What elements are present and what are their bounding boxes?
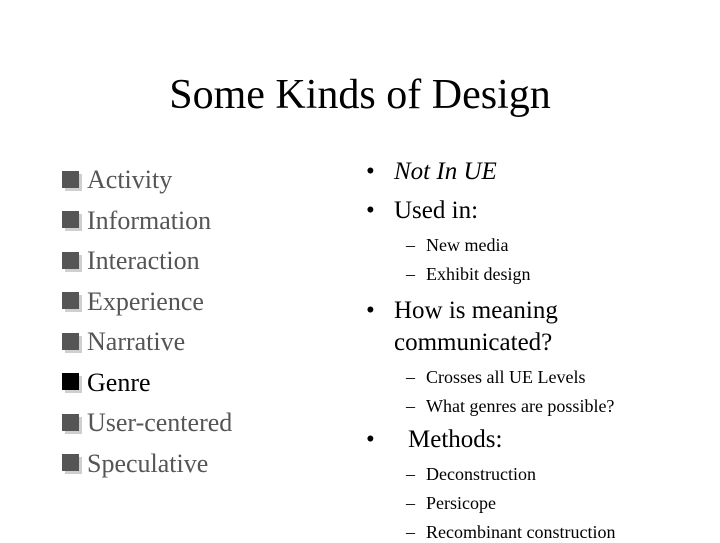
list-item-information [62, 201, 232, 242]
dash-icon: – [406, 522, 415, 542]
list-item-label: Interaction [87, 246, 200, 276]
list-item-label: Speculative [87, 448, 209, 478]
list-item-user-centered [62, 403, 232, 444]
bullet-icon: • [366, 197, 375, 224]
dash-icon: – [406, 264, 415, 284]
dash-icon: – [406, 235, 415, 255]
list-item-experience [62, 282, 232, 323]
design-kinds-list [62, 160, 232, 484]
checkbox-bullet-icon [62, 292, 79, 309]
list-item-interaction [62, 241, 232, 282]
dash-icon: – [406, 367, 415, 387]
dash-icon: – [406, 396, 415, 416]
list-item-label: Information [87, 205, 212, 235]
checkbox-bullet-icon [62, 454, 79, 471]
dash-icon: – [406, 464, 415, 484]
checkbox-bullet-icon [62, 211, 79, 228]
list-item-narrative [62, 322, 232, 363]
list-item-speculative [62, 444, 232, 485]
checkbox-bullet-icon [62, 171, 79, 188]
checkbox-bullet-icon [62, 373, 79, 390]
checkbox-bullet-icon [62, 414, 79, 431]
list-item-label: User-centered [87, 408, 233, 438]
checkbox-bullet-icon [62, 252, 79, 269]
slide-title: Some Kinds of Design [169, 72, 551, 118]
list-item-genre [62, 363, 232, 404]
bullet-icon: • [366, 158, 375, 185]
list-item-label: Activity [87, 165, 173, 195]
bullet-icon: • [366, 297, 375, 324]
list-item-activity [62, 160, 232, 201]
list-item-label: Genre [87, 367, 151, 397]
list-item-label: Experience [87, 286, 204, 316]
bullet-icon: • [366, 426, 375, 453]
dash-icon: – [406, 493, 415, 513]
checkbox-bullet-icon [62, 333, 79, 350]
list-item-label: Narrative [87, 327, 186, 357]
